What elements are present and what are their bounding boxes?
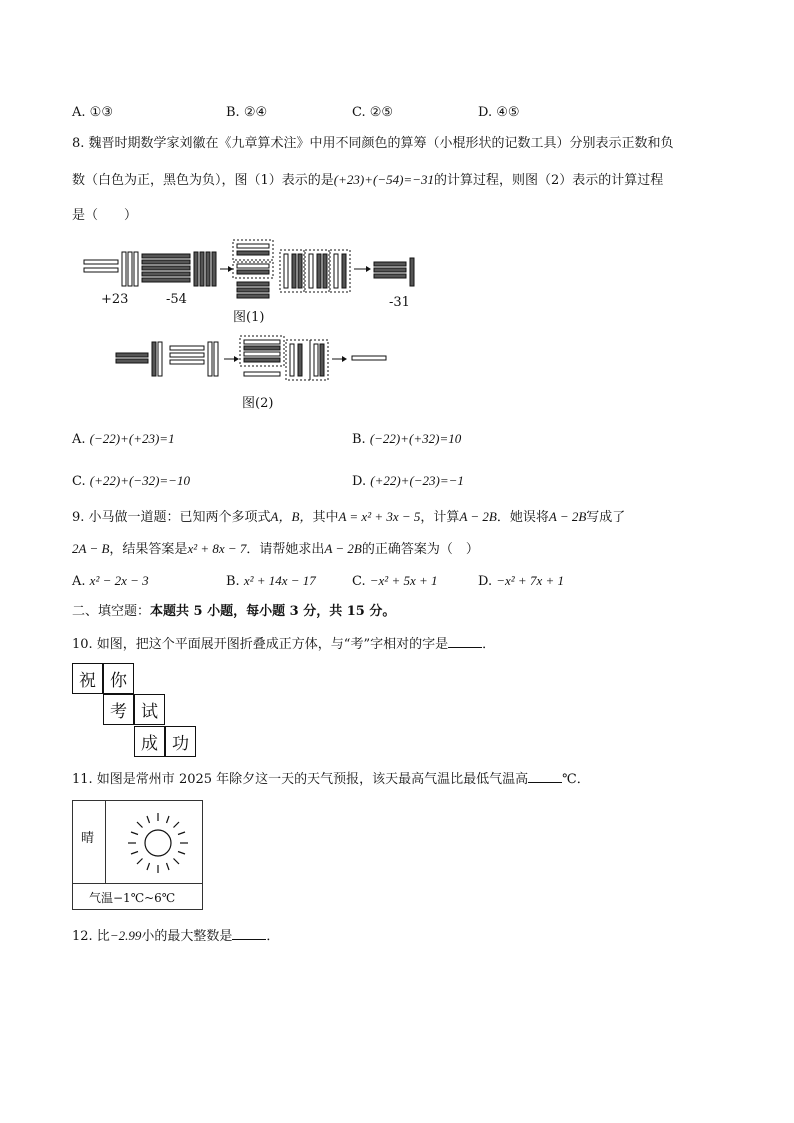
q7-option-d: D. ④⑤: [478, 105, 520, 120]
q7-option-b: B. ②④: [226, 105, 268, 120]
q9-stem-line2: 2A − B，结果答案是x² + 8x − 7．请帮她求出A − 2B的正确答案为（ ）: [72, 541, 479, 557]
figure-2-caption: 图(2): [242, 396, 274, 411]
figure-1-label-minus54: -54: [166, 292, 187, 307]
q9-option-b: B. x² + 14x − 17: [226, 573, 316, 589]
q8-stem-line2: 数（白色为正，黑色为负），图（1）表示的是(+23)+(−54)=−31的计算过程，则图（2）表示的计算过程: [72, 172, 664, 188]
q8-option-c: C. (+22)+(−32)=−10: [72, 473, 190, 489]
q7-option-a: A. ①③: [72, 105, 113, 120]
q10-stem: 10. 如图，把这个平面展开图折叠成正方体，与“考”字相对的字是 ．: [72, 637, 496, 652]
sun-icon: [123, 809, 193, 879]
weather-divider-horizontal: [73, 883, 202, 884]
cube-net-cell-gong: 功: [165, 726, 196, 757]
q8-option-a: A. (−22)+(+23)=1: [72, 431, 175, 447]
section-2-heading: 二、填空题：本题共 5 小题，每小题 3 分，共 15 分。: [72, 604, 396, 619]
cube-net-cell-cheng: 成: [134, 726, 165, 757]
q9-stem-line1: 9. 小马做一道题：已知两个多项式A，B，其中A = x² + 3x − 5，计算A − 2B．她误将A − 2B写成了: [72, 509, 626, 525]
q11-stem: 11. 如图是常州市 2025 年除夕这一天的天气预报，该天最高气温比最低气温高 ℃．: [72, 772, 590, 787]
q8-stem-line1: 8. 魏晋时期数学家刘徽在《九章算术注》中用不同颜色的算筹（小棍形状的记数工具）分别表示正数和负: [72, 136, 674, 151]
weather-temperature: 气温−1℃~6℃: [89, 891, 176, 905]
q9-option-d: D. −x² + 7x + 1: [478, 573, 564, 589]
figure-1: [82, 240, 442, 310]
cube-net-cell-zhu: 祝: [72, 663, 103, 694]
figure-1-caption: 图(1): [233, 310, 265, 325]
q8-stem-line3: 是（ ）: [72, 208, 138, 223]
q12-answer-blank[interactable]: [232, 927, 266, 940]
weather-forecast-box: [72, 800, 203, 910]
figure-1-label-plus23: +23: [101, 292, 129, 307]
q10-answer-blank[interactable]: [448, 635, 482, 648]
q9-option-a: A. x² − 2x − 3: [72, 573, 149, 589]
q11-answer-blank[interactable]: [528, 770, 562, 783]
q8-option-d: D. (+22)+(−23)=−1: [352, 473, 464, 489]
q8-option-b: B. (−22)+(+32)=10: [352, 431, 462, 447]
weather-condition-label: 晴: [81, 831, 95, 846]
figure-1-label-minus31: -31: [389, 295, 410, 310]
q8-formula: (+23)+(−54)=−31: [333, 172, 434, 187]
q7-option-c: C. ②⑤: [352, 105, 394, 120]
cube-net-cell-ni: 你: [103, 663, 134, 694]
figure-2: [114, 336, 394, 386]
q9-option-c: C. −x² + 5x + 1: [352, 573, 438, 589]
cube-net-cell-shi: 试: [134, 694, 165, 725]
cube-net-cell-kao: 考: [103, 694, 134, 725]
q12-stem: 12. 比−2.99小的最大整数是 ．: [72, 928, 280, 944]
weather-divider-vertical: [105, 801, 106, 883]
